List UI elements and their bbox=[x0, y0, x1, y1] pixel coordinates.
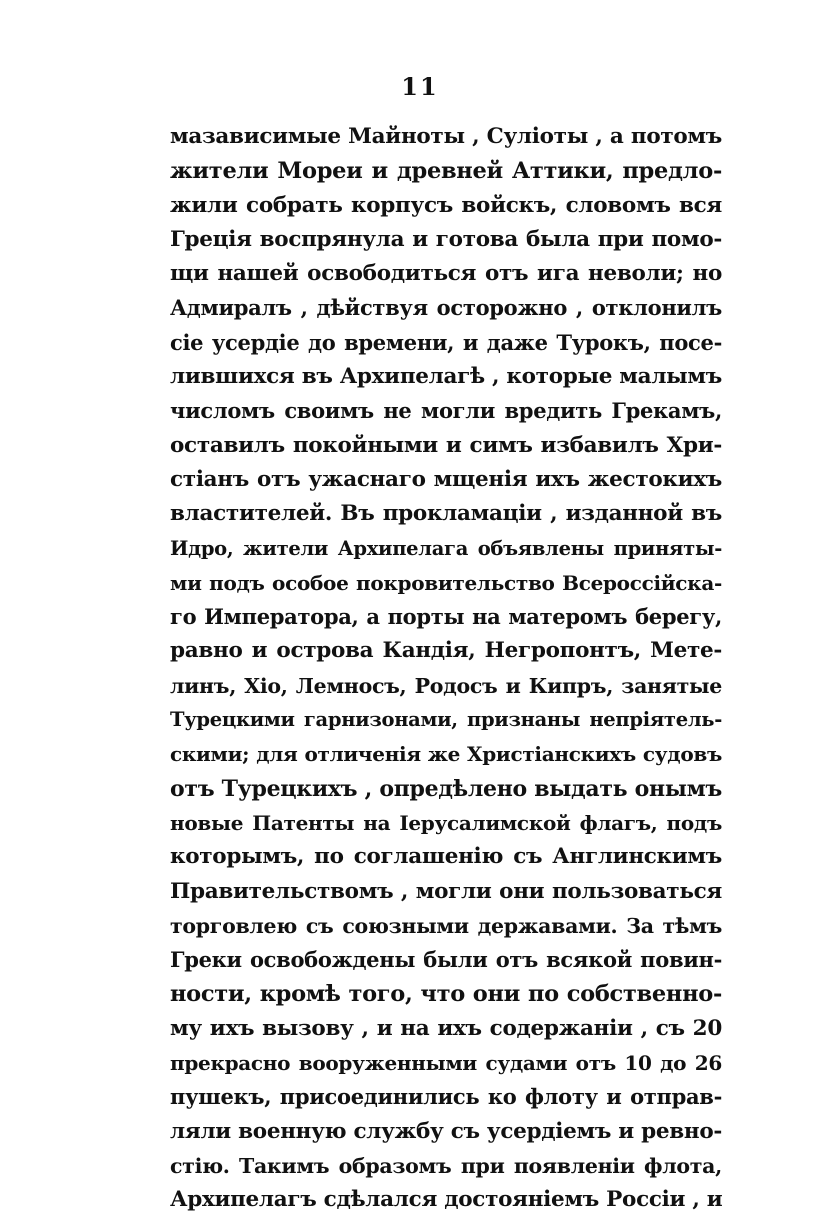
text-line: щи нашей освободиться отъ ига неволи; но bbox=[170, 261, 722, 287]
text-line: торговлею съ союзными державами. За тѣмъ bbox=[170, 913, 722, 938]
text-line: линъ, Хiо, Лемносъ, Родосъ и Кипръ, занятые bbox=[170, 673, 722, 698]
text-line: числомъ своимъ не могли вредить Грекамъ, bbox=[170, 398, 722, 424]
body-text bbox=[170, 120, 722, 1218]
text-line: сiе усердiе до времени, и даже Турокъ, посе- bbox=[170, 329, 722, 355]
text-line: оставилъ покойными и симъ избавилъ Хри- bbox=[170, 432, 722, 458]
text-line: новые Патенты на Iерусалимской флагъ, подъ bbox=[170, 810, 722, 835]
text-line: лившихся въ Архипелагѣ , которые малымъ bbox=[170, 364, 722, 390]
text-line: Грецiя воспрянула и готова была при помо- bbox=[170, 226, 722, 252]
text-line: Турецкими гарнизонами, признаны непрiятель- bbox=[170, 708, 722, 732]
page-number: 11 bbox=[401, 72, 439, 101]
text-line: скими; для отличенiя же Христiанскихъ судовъ bbox=[170, 742, 722, 767]
text-line: Греки освобождены были отъ всякой повин- bbox=[170, 947, 722, 973]
text-line: стiю. Такимъ образомъ при появленiи флота, bbox=[170, 1153, 722, 1178]
text-line: Идро, жители Архипелага объявлены приняты- bbox=[170, 536, 722, 560]
text-line: мазависимые Майноты , Сулiоты , а потомъ bbox=[170, 124, 722, 149]
text-line: ности, кромѣ того, что они по собственно- bbox=[170, 981, 722, 1008]
text-line: ми подъ особое покровительство Всероссiйска- bbox=[170, 570, 722, 595]
text-line: жители Мореи и древней Аттики, предло- bbox=[170, 158, 722, 185]
text-line: отъ Турецкихъ , опредѣлено выдать онымъ bbox=[170, 775, 722, 802]
text-line: го Императора, а порты на матеромъ берегу, bbox=[170, 604, 722, 630]
text-line: властителей. Въ прокламацiи , изданной въ bbox=[170, 501, 722, 527]
text-line: жили собрать корпусъ войскъ, словомъ вся bbox=[170, 192, 722, 218]
text-line: ляли военную службу съ усердiемъ и ревно- bbox=[170, 1118, 722, 1144]
text-line: прекрасно вооруженными судами отъ 10 до 26 bbox=[170, 1051, 722, 1076]
text-line: Адмиралъ , дѣйствуя осторожно , отклонилъ bbox=[170, 295, 722, 321]
text-line: равно и острова Кандiя, Негропонтъ, Мете- bbox=[170, 638, 722, 664]
text-line: стiанъ отъ ужаснаго мщенiя ихъ жестокихъ bbox=[170, 466, 722, 492]
text-line: которымъ, по соглашенiю съ Англинскимъ bbox=[170, 844, 722, 870]
text-line: му ихъ вызову , и на ихъ содержанiи , съ 20 bbox=[170, 1015, 722, 1041]
text-line: Архипелагъ сдѣлался достоянiемъ Россiи , и bbox=[170, 1187, 723, 1213]
text-line: Правительствомъ , могли они пользоваться bbox=[170, 878, 722, 904]
text-line: пушекъ, присоединились ко флоту и отправ- bbox=[170, 1084, 722, 1110]
